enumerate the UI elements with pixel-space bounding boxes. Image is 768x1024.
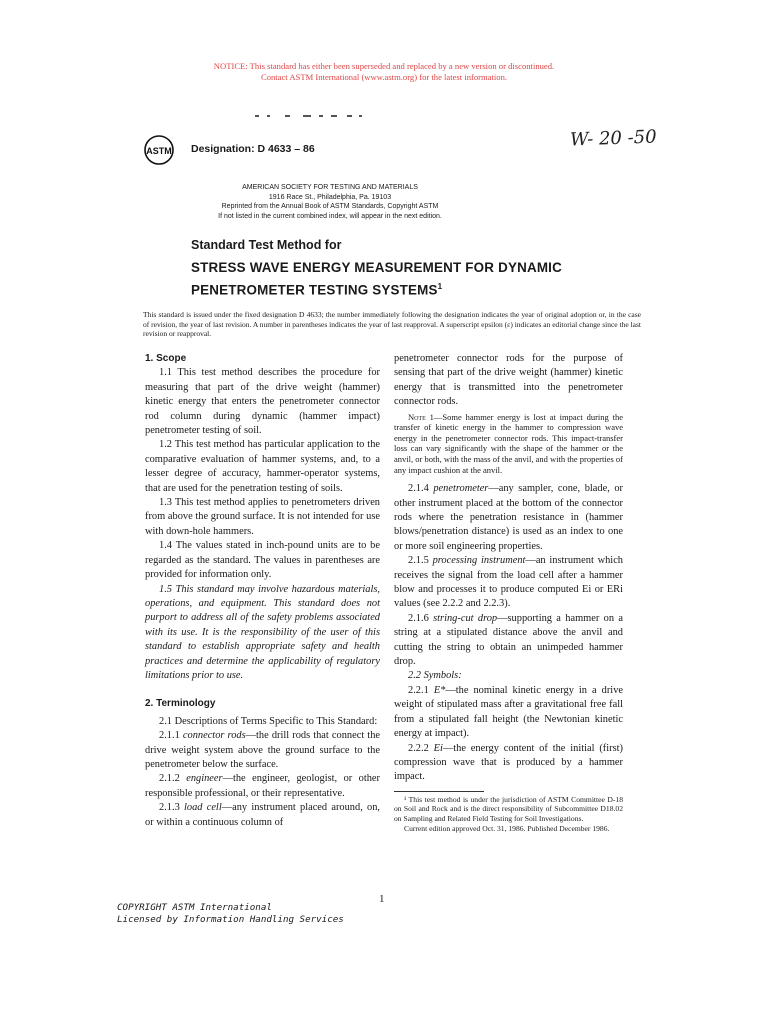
copyright-stamp [117, 902, 344, 926]
para-num: 2.1.2 [159, 773, 180, 785]
note-text: —Some hammer energy is lost at impact during the transfer of kinetic energy in the hammer to compression wave energy in the penetrometer connector rods. This impact-transfer loss can vary significantly with the shape of the hammer or the anvil, or both, with the mass of the anvil, and with the properties of any impact cushion at the anvil. [394, 411, 623, 475]
handwritten-annotation: W- 20 -50 [569, 126, 657, 151]
definition-text: —the drill rods that connect the drive weight system above the ground surface to the penetrometer below the surface. [145, 730, 380, 770]
title-line-2-text: PENETROMETER TESTING SYSTEMS [191, 282, 438, 298]
issuance-statement: This standard is issued under the fixed designation D 4633; the number immediately following the designation indicates the year of original adoption or, in the case of revision, the year of last revision. A number in parentheses indicates the year of last reapproval. A superscript epsilon (ε) indicates an editorial change since the last revision or reapproval. [143, 310, 641, 339]
publisher-line-2: 1916 Race St., Philadelphia, Pa. 19103 [268, 193, 392, 201]
paragraph-1-5: 1.5 This standard may involve hazardous materials, operations, and equipment. This standard does not purport to address all of the safety problems associated with its use. It is the responsibility of the user of this standard to establish appropriate safety and health practices and determine the applicability of regulatory limitations prior to use. [145, 583, 380, 681]
paragraph-2-2-2 [394, 742, 623, 785]
note-1 [394, 412, 623, 476]
paragraph-2-1-4 [394, 482, 623, 554]
publisher-line-1: AMERICAN SOCIETY FOR TESTING AND MATERIALS [242, 184, 418, 191]
para-num: 2.1.4 [408, 483, 429, 495]
right-column [394, 352, 623, 833]
paragraph-2-2: 2.2 Symbols: [408, 670, 462, 682]
paragraph-2-1-1 [145, 729, 380, 772]
definition-text: —supporting a hammer on a string at a stipulated distance above the anvil and cutting the string to obtain an unimpeded hammer drop. [394, 612, 623, 668]
definition-text: —the energy content of the initial (first) compression wave that is produced by a hammer impact. [394, 742, 623, 783]
copyright-line-2: Licensed by Information Handling Services [117, 914, 344, 925]
para-num: 2.2.2 [408, 742, 429, 754]
para-num: 2.1.6 [408, 612, 429, 624]
section-heading-scope: 1. Scope [145, 353, 187, 364]
scan-artifact-marks [255, 115, 365, 119]
designation: Designation: D 4633 – 86 [191, 143, 315, 155]
term-engineer: engineer [186, 773, 223, 785]
paragraph-2-1-text: 2.1 Descriptions of Terms Specific to This Standard: [159, 715, 378, 727]
paragraph-1-3: 1.3 This test method applies to penetrometers driven from above the ground surface. It is not intended for use with down-hole hammers. [145, 497, 380, 537]
definition-text: —the nominal kinetic energy in a drive weight of stipulated mass after a gravitational free fall from a stipulated fall height (the Newtonian kinetic energy at impact). [394, 684, 624, 740]
footnote-approval: Current edition approved Oct. 31, 1986. Published December 1986. [404, 823, 610, 833]
footnote-1: ¹ This test method is under the jurisdiction of ASTM Committee D-18 on Soil and Rock and is the direct responsibility of Subcommittee D18.02 on Sampling and Related Field Testing for Soil Investigations. [394, 794, 623, 823]
paragraph-2-1-6 [394, 612, 623, 670]
paragraph-1-2: 1.2 This test method has particular application to the comparative evaluation of hammer systems, and, to a lesser degree of accuracy, hammer-operator systems, that are used for the penetration testing of soils. [145, 439, 380, 494]
title-footnote-marker: 1 [437, 282, 443, 291]
para-num: 2.2.1 [408, 684, 429, 696]
paragraph-2-2-1 [394, 684, 623, 742]
standard-label: Standard Test Method for [191, 238, 342, 252]
para-num: 2.1.1 [159, 730, 180, 742]
definition-text: —an instrument which receives the signal from the load cell after a hammer blow and processes it to produce computed Ei or ERi values (see 2.2.2 and 2.2.3). [394, 555, 623, 610]
paragraph-2-1-5 [394, 554, 623, 612]
para-num: 2.1.3 [159, 802, 180, 814]
page-number: 1 [379, 893, 385, 905]
term-string-cut-drop: string-cut drop [433, 612, 498, 624]
title-line-2 [191, 277, 562, 299]
continued-text: penetrometer connector rods for the purpose of sensing that part of the drive weight (hammer) kinetic energy that is transmitted into the penetrometer connector rods. [394, 353, 623, 408]
paragraph-1-4: 1.4 The values stated in inch-pound units are to be regarded as the standard. The values in parentheses are provided for information only. [145, 540, 380, 581]
publisher-line-4: If not listed in the current combined index, will appear in the next edition. [218, 212, 442, 220]
para-num: 2.1.5 [408, 555, 429, 567]
term-load-cell: load cell [184, 802, 222, 814]
definition-text: —any sampler, cone, blade, or other instrument placed at the bottom of the connector rods where the penetration resistance in (hammer blows/penetration distance) is used as an index to one or more soil engineering properties. [394, 483, 623, 552]
notice-line-1: NOTICE: This standard has either been superseded and replaced by a new version or discontinued. [213, 61, 555, 71]
footnote-divider [394, 791, 484, 792]
supersession-notice [0, 61, 768, 83]
paragraph-2-1-2 [145, 772, 380, 801]
note-label: Note 1 [408, 411, 434, 422]
document-title [191, 258, 562, 299]
term-connector-rods: connector rods [182, 730, 246, 742]
publisher-line-3: Reprinted from the Annual Book of ASTM Standards, Copyright ASTM [221, 203, 439, 211]
term-processing-instrument: processing instrument [432, 555, 526, 567]
paragraph-1-1: 1.1 This test method describes the procedure for measuring that part of the drive weight (hammer) kinetic energy that enters the penetrometer connector rod column during dynamic (hammer impact) penetrometer testing of soil. [145, 367, 380, 437]
astm-logo-icon [144, 135, 174, 165]
definition-text: —any instrument placed around, on, or within a continuous column of [145, 802, 380, 828]
logo-text: ASTM [146, 146, 172, 156]
definition-text: —the engineer, geologist, or other responsible professional, or their representative. [145, 773, 381, 799]
symbol-e-star: E* [433, 684, 446, 696]
section-heading-terminology: 2. Terminology [145, 698, 216, 710]
notice-line-2: Contact ASTM International (www.astm.org) for the latest information. [260, 72, 508, 82]
publisher-block [190, 183, 470, 221]
symbol-ei: Ei [433, 742, 443, 754]
title-line-1: STRESS WAVE ENERGY MEASUREMENT FOR DYNAMIC [191, 260, 562, 275]
paragraph-2-1 [145, 715, 380, 729]
term-penetrometer: penetrometer [433, 483, 489, 495]
paragraph-2-1-3 [145, 801, 380, 830]
left-column [145, 352, 380, 830]
copyright-line-1: COPYRIGHT ASTM International [117, 902, 272, 913]
